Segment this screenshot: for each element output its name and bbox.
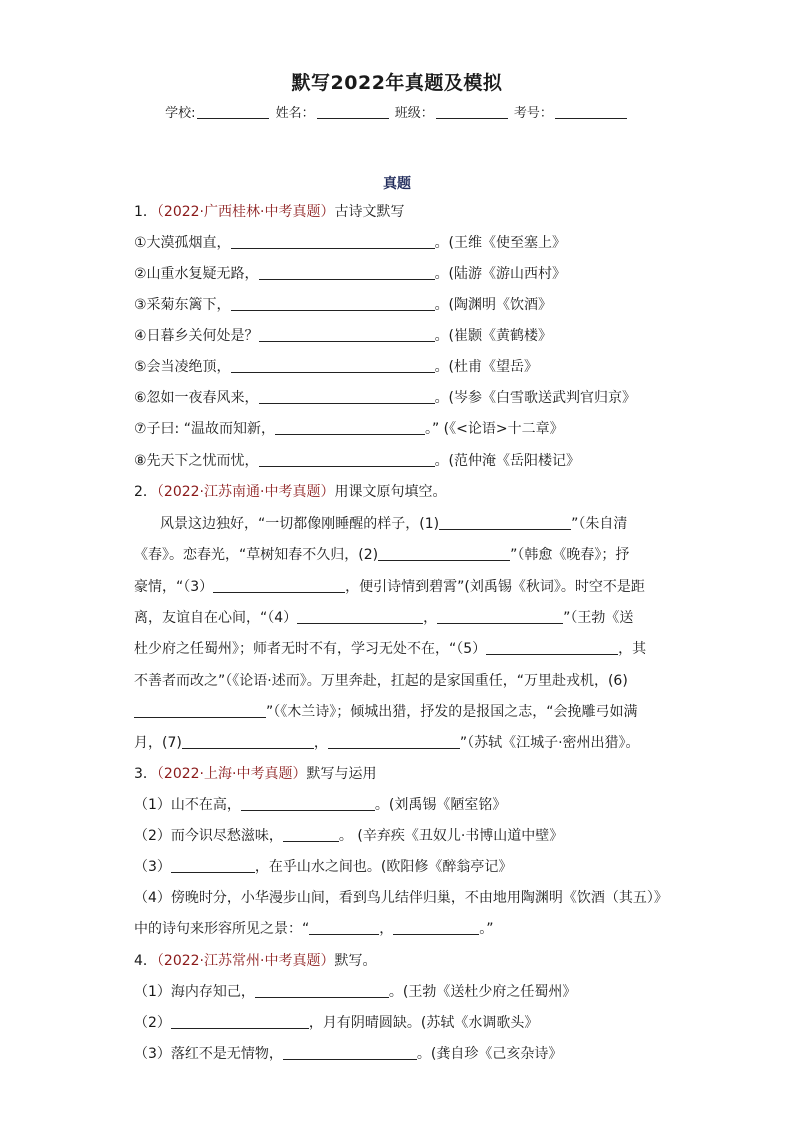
passage-text: ， <box>313 735 328 751</box>
class-label: 班级： <box>394 106 434 121</box>
q1-item-4 <box>134 326 552 346</box>
q4-item-2 <box>134 1013 538 1033</box>
answer-blank[interactable] <box>259 327 435 342</box>
q1-item-1 <box>134 233 566 253</box>
q2-line-2 <box>134 545 629 565</box>
item-source: 。(刘禹锡《陋室铭》 <box>374 797 507 813</box>
q3-item-1 <box>134 795 506 815</box>
item-text: （2） <box>134 1015 171 1031</box>
item-source: 。(崔颢《黄鹤楼》 <box>434 328 553 344</box>
q2-line-4 <box>134 608 633 628</box>
item-text: ④日暮乡关何处是？ <box>134 328 259 344</box>
answer-blank[interactable] <box>283 1045 417 1060</box>
item-source: 。(王勃《送杜少府之任蜀州》 <box>388 984 577 1000</box>
item-text: （1）山不在高， <box>134 797 241 813</box>
question-number: 1． <box>134 204 157 220</box>
q1-item-2 <box>134 264 566 284</box>
question-source: （2022·江苏常州·中考真题） <box>156 953 335 969</box>
item-text: ⑥忽如一夜春风来， <box>134 390 259 406</box>
answer-blank[interactable] <box>309 920 379 935</box>
school-label: 学校: <box>165 106 196 121</box>
q2-line-5 <box>134 639 646 659</box>
question-prompt: 古诗文默写 <box>334 204 405 220</box>
passage-text: 杜少府之任蜀州》；师者无时不有，学习无处不在，“（5） <box>134 641 487 657</box>
passage-text: 离，友谊自在心间，“（4） <box>134 610 298 626</box>
passage-text: ，其 <box>618 641 647 657</box>
item-text: ⑤会当凌绝顶， <box>134 359 231 375</box>
passage-text: 月，(7) <box>134 735 182 751</box>
q3-item-3 <box>134 857 512 877</box>
q2-line-1 <box>160 514 627 534</box>
item-source: 。(陶渊明《饮酒》 <box>434 297 553 313</box>
answer-blank[interactable] <box>486 640 618 655</box>
answer-blank[interactable] <box>328 734 460 749</box>
answer-blank[interactable] <box>439 515 571 530</box>
passage-text: ”（《木兰诗》；倾城出猎，抒发的是报国之志，“会挽雕弓如满 <box>266 704 638 720</box>
answer-blank[interactable] <box>213 578 345 593</box>
q2-line-7 <box>134 702 638 722</box>
item-source: 。 (辛弃疾《丑奴儿·书博山道中壁》 <box>338 828 564 844</box>
item-source: ，月有阴晴圆缺。(苏轼《水调歌头》 <box>308 1015 539 1031</box>
question-source: （2022·上海·中考真题） <box>156 766 307 782</box>
q1-item-7 <box>134 419 564 439</box>
q4-item-1 <box>134 982 576 1002</box>
item-source: 。(岑参《白雪歌送武判官归京》 <box>434 390 637 406</box>
item-source: ，在乎山水之间也。(欧阳修《醉翁亭记》 <box>254 859 513 875</box>
question-number: 4． <box>134 953 157 969</box>
item-text: ①大漠孤烟直， <box>134 235 231 251</box>
question-1-header <box>134 202 404 222</box>
answer-blank[interactable] <box>259 452 435 467</box>
q4-item-3 <box>134 1044 562 1064</box>
exam-number-blank[interactable] <box>555 104 627 119</box>
q1-item-8 <box>134 451 580 471</box>
item-source: 。(王维《使至塞上》 <box>434 235 567 251</box>
school-blank[interactable] <box>197 104 269 119</box>
passage-text: ”（韩愈《晚春》；抒 <box>510 547 630 563</box>
q1-item-3 <box>134 295 552 315</box>
q2-line-6 <box>134 671 628 691</box>
question-source: （2022·广西桂林·中考真题） <box>156 204 335 220</box>
answer-blank[interactable] <box>283 827 339 842</box>
passage-text: 不善者而改之”（《论语·述而》。万里奔赴，扛起的是家国重任，“万里赴戎机，(6) <box>134 673 628 689</box>
question-3-header <box>134 764 376 784</box>
answer-blank[interactable] <box>134 703 266 718</box>
name-label: 姓名： <box>275 106 315 121</box>
question-prompt: 默写与运用 <box>306 766 377 782</box>
answer-blank[interactable] <box>241 796 375 811</box>
passage-text: ，便引诗情到碧霄”(刘禹锡《秋词》。时空不是距 <box>345 579 645 595</box>
name-blank[interactable] <box>317 104 389 119</box>
item-source: 。(龚自珍《己亥杂诗》 <box>416 1046 563 1062</box>
answer-blank[interactable] <box>171 858 255 873</box>
item-text: （3）落红不是无情物， <box>134 1046 283 1062</box>
item-text: 中的诗句来形容所见之景：“ <box>134 921 310 937</box>
question-number: 3． <box>134 766 157 782</box>
item-source: 。(陆游《游山西村》 <box>434 266 567 282</box>
answer-blank[interactable] <box>171 1014 309 1029</box>
item-text: （3） <box>134 859 171 875</box>
item-text: ⑦子曰: “温故而知新， <box>134 421 275 437</box>
answer-blank[interactable] <box>231 358 435 373</box>
question-source: （2022·江苏南通·中考真题） <box>156 484 335 500</box>
answer-blank[interactable] <box>275 420 425 435</box>
q1-item-6 <box>134 388 636 408</box>
q2-line-3 <box>134 577 645 597</box>
student-info-row <box>0 102 794 121</box>
item-source: 。(范仲淹《岳阳楼记》 <box>434 453 581 469</box>
item-text: （1）海内存知己， <box>134 984 255 1000</box>
passage-text: ”（王勃《送 <box>563 610 634 626</box>
answer-blank[interactable] <box>437 609 563 624</box>
exam-number-label: 考号： <box>513 106 553 121</box>
q1-item-5 <box>134 357 538 377</box>
item-text: ， <box>379 921 394 937</box>
item-text: ②山重水复疑无路， <box>134 266 259 282</box>
item-source: 。” (《<论语>十二章》 <box>424 421 564 437</box>
answer-blank[interactable] <box>378 546 510 561</box>
q3-item-4 <box>134 888 668 908</box>
section-title: 真题 <box>383 176 411 192</box>
document-title: 默写2022年真题及模拟 <box>291 72 503 94</box>
q2-line-8 <box>134 733 640 753</box>
item-text: （2）而今识尽愁滋味， <box>134 828 283 844</box>
item-text: ⑧先天下之忧而忧， <box>134 453 259 469</box>
question-number: 2． <box>134 484 157 500</box>
answer-blank[interactable] <box>259 265 435 280</box>
answer-blank[interactable] <box>259 389 435 404</box>
class-blank[interactable] <box>436 104 508 119</box>
passage-text: ”（朱自清 <box>571 516 628 532</box>
answer-blank[interactable] <box>231 296 435 311</box>
answer-blank[interactable] <box>231 234 435 249</box>
item-text: 。” <box>479 921 494 937</box>
answer-blank[interactable] <box>393 920 479 935</box>
passage-text: ， <box>423 610 438 626</box>
answer-blank[interactable] <box>182 734 314 749</box>
item-text: （4）傍晚时分，小华漫步山间，看到鸟儿结伴归巢，不由地用陶渊明《饮酒（其五）》 <box>134 890 668 906</box>
q3-item-4-cont <box>134 919 494 939</box>
passage-text: 豪情，“（3） <box>134 579 214 595</box>
q3-item-2 <box>134 826 563 846</box>
answer-blank[interactable] <box>297 609 423 624</box>
passage-text: 《春》。恋春光，“草树知春不久归，(2) <box>134 547 379 563</box>
passage-text: 风景这边独好，“一切都像刚睡醒的样子，(1) <box>160 516 440 532</box>
question-4-header <box>134 951 376 971</box>
passage-text: ”（苏轼《江城子·密州出猎》。 <box>459 735 640 751</box>
question-2-header <box>134 482 446 502</box>
item-text: ③采菊东篱下， <box>134 297 231 313</box>
question-prompt: 默写。 <box>334 953 377 969</box>
question-prompt: 用课文原句填空。 <box>334 484 447 500</box>
item-source: 。(杜甫《望岳》 <box>434 359 539 375</box>
answer-blank[interactable] <box>255 983 389 998</box>
